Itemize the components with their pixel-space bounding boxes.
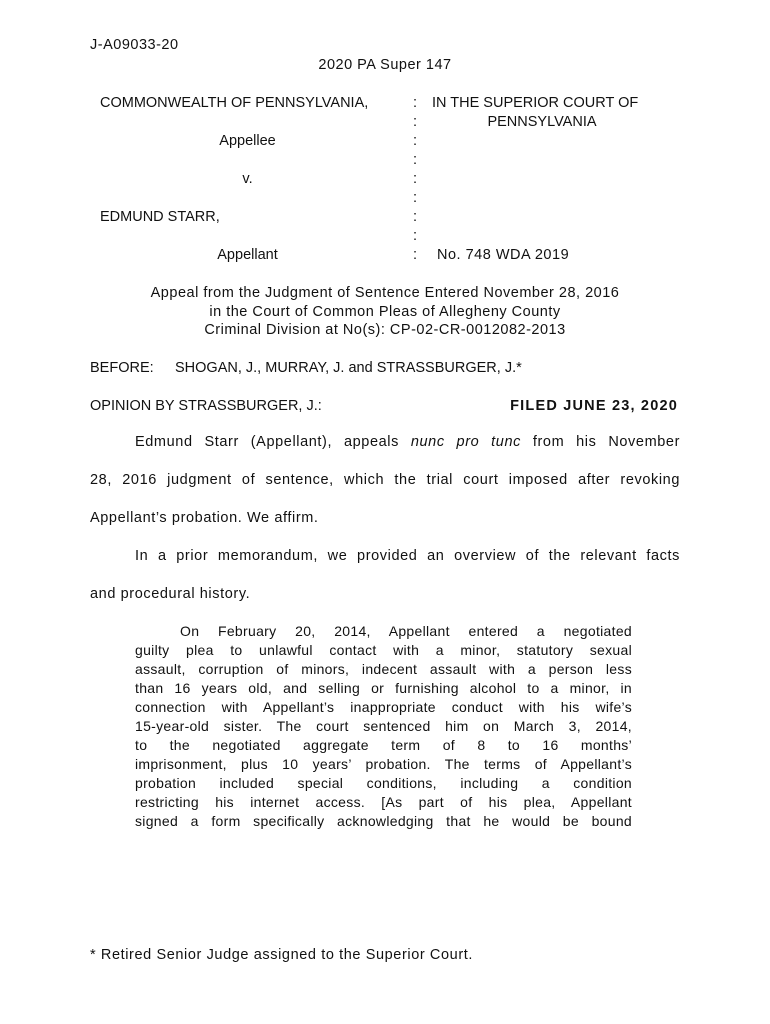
quote-line: signed a form specifically acknowledging that he would be bound bbox=[135, 813, 632, 829]
caption-separator: : bbox=[412, 190, 418, 206]
party-starr: EDMUND STARR, bbox=[100, 209, 220, 225]
quote-line: restricting his internet access. [As part of his plea, Appellant bbox=[135, 794, 632, 810]
footnote: * Retired Senior Judge assigned to the Superior Court. bbox=[90, 947, 474, 963]
quote-line: imprisonment, plus 10 years’ probation. The terms of Appellant’s bbox=[135, 756, 632, 772]
caption-separator: : bbox=[412, 152, 418, 168]
caption-separator: : bbox=[412, 133, 418, 149]
paragraph1-line1 bbox=[135, 434, 680, 450]
caption-separator: : bbox=[412, 247, 418, 263]
before-label: BEFORE: bbox=[90, 360, 154, 376]
paragraph1-line3: Appellant’s probation. We affirm. bbox=[90, 510, 319, 526]
opinion-author: OPINION BY STRASSBURGER, J.: bbox=[90, 398, 322, 414]
quote-line: than 16 years old, and selling or furnishing alcohol to a minor, in bbox=[135, 680, 632, 696]
caption-separator: : bbox=[412, 209, 418, 225]
caption-separator: : bbox=[412, 171, 418, 187]
paragraph1-text: from his November bbox=[520, 434, 680, 450]
docket-code: J-A09033-20 bbox=[90, 37, 179, 53]
caption-separator: : bbox=[412, 95, 418, 111]
court-name-line1: IN THE SUPERIOR COURT OF bbox=[432, 95, 639, 111]
caption-separator: : bbox=[412, 228, 418, 244]
quote-line: guilty plea to unlawful contact with a minor, statutory sexual bbox=[135, 642, 632, 658]
quote-line: connection with Appellant’s inappropriate conduct with his wife’s bbox=[135, 699, 632, 715]
court-name-line2: PENNSYLVANIA bbox=[487, 114, 597, 130]
role-appellant: Appellant bbox=[217, 247, 278, 263]
quote-line: 15-year-old sister. The court sentenced him on March 3, 2014, bbox=[135, 718, 632, 734]
appeal-line3: Criminal Division at No(s): CP-02-CR-0012082-2013 bbox=[204, 322, 566, 338]
quote-line: to the negotiated aggregate term of 8 to 16 months’ bbox=[135, 737, 632, 753]
filed-date: FILED JUNE 23, 2020 bbox=[510, 398, 678, 414]
quote-line: probation included special conditions, including a condition bbox=[135, 775, 632, 791]
role-appellee: Appellee bbox=[219, 133, 276, 149]
panel-judges: SHOGAN, J., MURRAY, J. and STRASSBURGER, J.* bbox=[175, 360, 522, 376]
quote-line: assault, corruption of minors, indecent assault with a person less bbox=[135, 661, 632, 677]
appeal-line1: Appeal from the Judgment of Sentence Entered November 28, 2016 bbox=[150, 285, 620, 301]
versus: v. bbox=[242, 171, 253, 187]
appeal-line2: in the Court of Common Pleas of Allegheny County bbox=[209, 304, 561, 320]
paragraph1-italic: nunc pro tunc bbox=[410, 434, 521, 450]
citation: 2020 PA Super 147 bbox=[318, 57, 452, 73]
paragraph2-line2: and procedural history. bbox=[90, 586, 251, 602]
paragraph1-text: Edmund Starr (Appellant), appeals bbox=[135, 434, 411, 450]
paragraph2-line1: In a prior memorandum, we provided an overview of the relevant facts bbox=[135, 548, 680, 564]
paragraph1-line2: 28, 2016 judgment of sentence, which the trial court imposed after revoking bbox=[90, 472, 680, 488]
block-quote bbox=[135, 622, 632, 831]
quote-line: On February 20, 2014, Appellant entered a negotiated bbox=[180, 623, 632, 639]
party-commonwealth: COMMONWEALTH OF PENNSYLVANIA, bbox=[100, 95, 369, 111]
caption-separator: : bbox=[412, 114, 418, 130]
case-number: No. 748 WDA 2019 bbox=[437, 247, 570, 263]
